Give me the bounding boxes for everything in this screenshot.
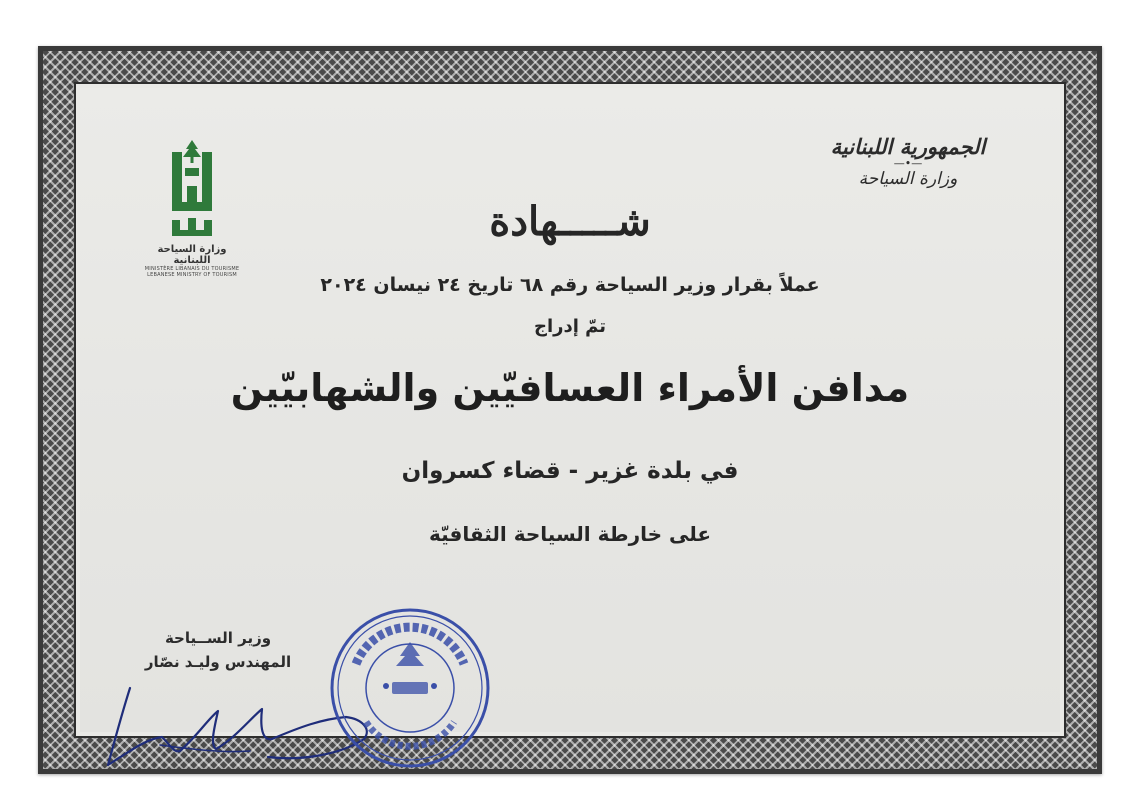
ministry-title: وزارة السياحة bbox=[858, 169, 958, 189]
republic-title: الجمهورية اللبنانية bbox=[830, 134, 986, 159]
certificate-paper bbox=[80, 88, 1060, 732]
logo-name-arabic: وزارة السياحة اللبنانية bbox=[157, 244, 227, 266]
state-heading bbox=[808, 134, 1008, 189]
logo-name-french: MINISTÈRE LIBANAIS DU TOURISME bbox=[144, 266, 240, 272]
signatory-name: المهندس وليـد نصّار bbox=[144, 653, 292, 671]
signatory-title: وزير الســياحة bbox=[164, 629, 272, 647]
map-line: على خارطة السياحة الثقافيّة bbox=[428, 522, 712, 546]
official-stamp bbox=[326, 604, 494, 772]
decree-line: عملاً بقرار وزير السياحة رقم ٦٨ تاريخ ٢٤ نيسان ٢٠٢٤ bbox=[320, 274, 820, 296]
ornament-divider-icon: —•— bbox=[893, 157, 923, 170]
inner-border-line bbox=[74, 82, 1066, 738]
certificate-title: شـــــهادة bbox=[489, 198, 651, 245]
ministry-stamp-icon bbox=[326, 604, 494, 772]
site-name: مدافن الأمراء العسافيّين والشهابيّين bbox=[230, 366, 910, 410]
ornamental-border bbox=[43, 51, 1097, 769]
location-line: في بلدة غزير - قضاء كسروان bbox=[401, 458, 739, 484]
inclusion-line: تمّ إدراج bbox=[533, 316, 607, 337]
certificate-frame bbox=[38, 46, 1102, 774]
logo-name-english: LEBANESE MINISTRY OF TOURISM bbox=[147, 272, 237, 278]
